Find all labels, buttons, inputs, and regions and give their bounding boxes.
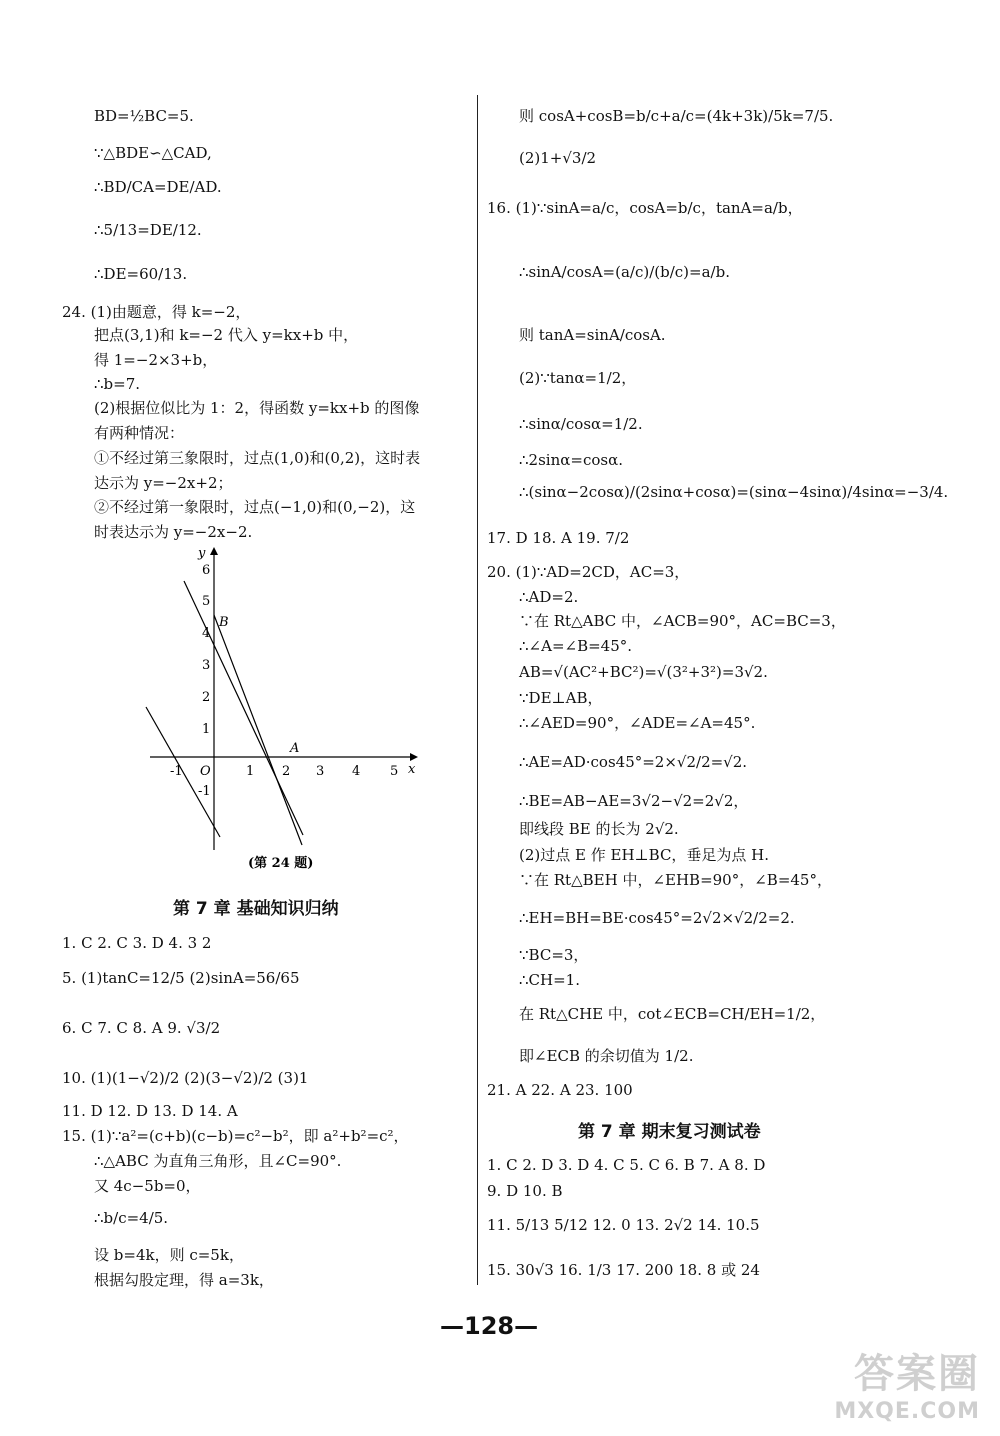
y-tick: 3 [202, 658, 211, 673]
x-axis-label: x [408, 762, 416, 777]
text-line: ∴△ABC 为直角三角形，且∠C=90°. [94, 1152, 342, 1170]
text-line: ∴BE=AB−AE=3√2−√2=2√2， [519, 792, 749, 810]
text-line: 在 Rt△CHE 中，cot∠ECB=CH/EH=1/2， [519, 1005, 826, 1023]
text-line: 15. (1)∵a²=(c+b)(c−b)=c²−b²，即 a²+b²=c²， [62, 1127, 409, 1145]
text-line: ∵DE⊥AB， [519, 689, 603, 707]
text-line: ∴CH=1. [519, 971, 580, 989]
text-line: 5. (1)tanC=12/5 (2)sinA=56/65 [62, 969, 300, 987]
text-line: ∴∠AED=90°，∠ADE=∠A=45°. [519, 714, 756, 732]
text-line: ∴AD=2. [519, 588, 579, 606]
text-line: ∴sinα/cosα=1/2. [519, 415, 643, 433]
text-line: 11. D 12. D 13. D 14. A [62, 1102, 238, 1120]
text-line: ∵在 Rt△ABC 中，∠ACB=90°，AC=BC=3， [519, 612, 846, 630]
graph-caption: (第 24 题) [248, 856, 314, 871]
text-line: 又 4c−5b=0， [94, 1177, 201, 1195]
text-line: 15. 30√3 16. 1/3 17. 200 18. 8 或 24 [487, 1261, 760, 1279]
y-tick: 6 [202, 563, 211, 578]
line-y-neg2x+7-scaled [214, 615, 302, 845]
point-label-b: B [219, 615, 229, 630]
y-tick: 5 [202, 594, 211, 609]
function-graph [140, 545, 430, 875]
text-line: 有两种情况： [94, 424, 185, 442]
x-tick: 5 [390, 764, 399, 779]
text-line: ∵BC=3， [519, 946, 589, 964]
text-line: ∴5/13=DE/12. [94, 221, 202, 239]
text-line: ∴EH=BH=BE·cos45°=2√2×√2/2=2. [519, 909, 795, 927]
text-line: ∴BD/CA=DE/AD. [94, 178, 222, 196]
text-line: ∵△BDE∽△CAD, [94, 144, 212, 162]
point-label-a: A [290, 741, 300, 756]
text-line: 6. C 7. C 8. A 9. √3/2 [62, 1019, 221, 1037]
text-line: 11. 5/13 5/12 12. 0 13. 2√2 14. 10.5 [487, 1216, 760, 1234]
text-line: ∵在 Rt△BEH 中，∠EHB=90°，∠B=45°， [519, 871, 832, 889]
section-heading-final-test: 第 7 章 期末复习测试卷 [578, 1122, 761, 1142]
text-line: ∴sinA/cosA=(a/c)/(b/c)=a/b. [519, 263, 730, 281]
text-line: ∴∠A=∠B=45°. [519, 637, 633, 655]
text-line: 1. C 2. C 3. D 4. 3 2 [62, 934, 212, 952]
y-axis-arrow [210, 547, 218, 555]
text-line: 24. (1)由题意，得 k=−2， [62, 303, 251, 321]
text-line: 16. (1)∵sinA=a/c，cosA=b/c，tanA=a/b， [487, 199, 803, 217]
line-through-B-A [145, 573, 300, 835]
x-tick: 1 [246, 764, 255, 779]
y-tick: 4 [202, 626, 211, 641]
x-tick: 2 [282, 764, 291, 779]
text-line: 达示为 y=−2x+2； [94, 474, 233, 492]
text-line: 把点(3,1)和 k=−2 代入 y=kx+b 中， [94, 326, 359, 344]
text-line: 时表达示为 y=−2x−2. [94, 523, 253, 541]
text-line: ∴2sinα=cosα. [519, 451, 623, 469]
text-line: ∴b/c=4/5. [94, 1209, 169, 1227]
text-line: AB=√(AC²+BC²)=√(3²+3²)=3√2. [519, 663, 768, 681]
watermark-url: MXQE.COM [834, 1399, 980, 1424]
text-line: 则 cosA+cosB=b/c+a/c=(4k+3k)/5k=7/5. [519, 107, 834, 125]
section-heading-basic: 第 7 章 基础知识归纳 [173, 899, 339, 919]
text-line: 9. D 10. B [487, 1182, 563, 1200]
text-line: ②不经过第一象限时，过点(−1,0)和(0,−2)，这 [94, 498, 416, 516]
x-tick: -1 [170, 764, 183, 779]
text-line: 17. D 18. A 19. 7/2 [487, 529, 630, 547]
text-line: (2)1+√3/2 [519, 149, 597, 167]
text-line: (2)根据位似比为 1：2，得函数 y=kx+b 的图像 [94, 399, 420, 417]
text-line: 1. C 2. D 3. D 4. C 5. C 6. B 7. A 8. D [487, 1156, 766, 1174]
text-line: 得 1=−2×3+b， [94, 351, 218, 369]
text-line: 20. (1)∵AD=2CD，AC=3， [487, 563, 690, 581]
watermark-logo-text: 答案圈 [854, 1351, 980, 1397]
text-line: 21. A 22. A 23. 100 [487, 1081, 633, 1099]
text-line: ①不经过第三象限时，过点(1,0)和(0,2)，这时表 [94, 449, 421, 467]
text-line: 设 b=4k，则 c=5k， [94, 1246, 244, 1264]
y-axis-label: y [198, 546, 206, 561]
text-line: (2)过点 E 作 EH⊥BC，垂足为点 H. [519, 846, 770, 864]
text-line: 即∠ECB 的余切值为 1/2. [519, 1047, 694, 1065]
column-divider [477, 95, 478, 1285]
page-number: —128— [440, 1312, 539, 1340]
watermark [834, 1342, 980, 1424]
text-line: (2)∵tanα=1/2， [519, 369, 637, 387]
x-axis-arrow [410, 753, 418, 761]
y-tick: 2 [202, 690, 211, 705]
y-tick: -1 [198, 784, 211, 799]
text-line: ∴DE=60/13. [94, 265, 188, 283]
x-tick: 4 [352, 764, 361, 779]
text-line: ∴b=7. [94, 375, 141, 393]
text-line: 则 tanA=sinA/cosA. [519, 326, 666, 344]
x-tick: 3 [316, 764, 325, 779]
text-line: ∴(sinα−2cosα)/(2sinα+cosα)=(sinα−4sinα)/4sinα=−3/4. [519, 483, 949, 501]
text-line: ∴AE=AD·cos45°=2×√2/2=√2. [519, 753, 748, 771]
origin-label: O [200, 764, 211, 779]
text-line: 10. (1)(1−√2)/2 (2)(3−√2)/2 (3)1 [62, 1069, 309, 1087]
y-tick: 1 [202, 722, 211, 737]
text-line: BD=½BC=5. [94, 107, 194, 125]
text-line: 即线段 BE 的长为 2√2. [519, 820, 679, 838]
text-line: 根据勾股定理，得 a=3k， [94, 1271, 274, 1289]
